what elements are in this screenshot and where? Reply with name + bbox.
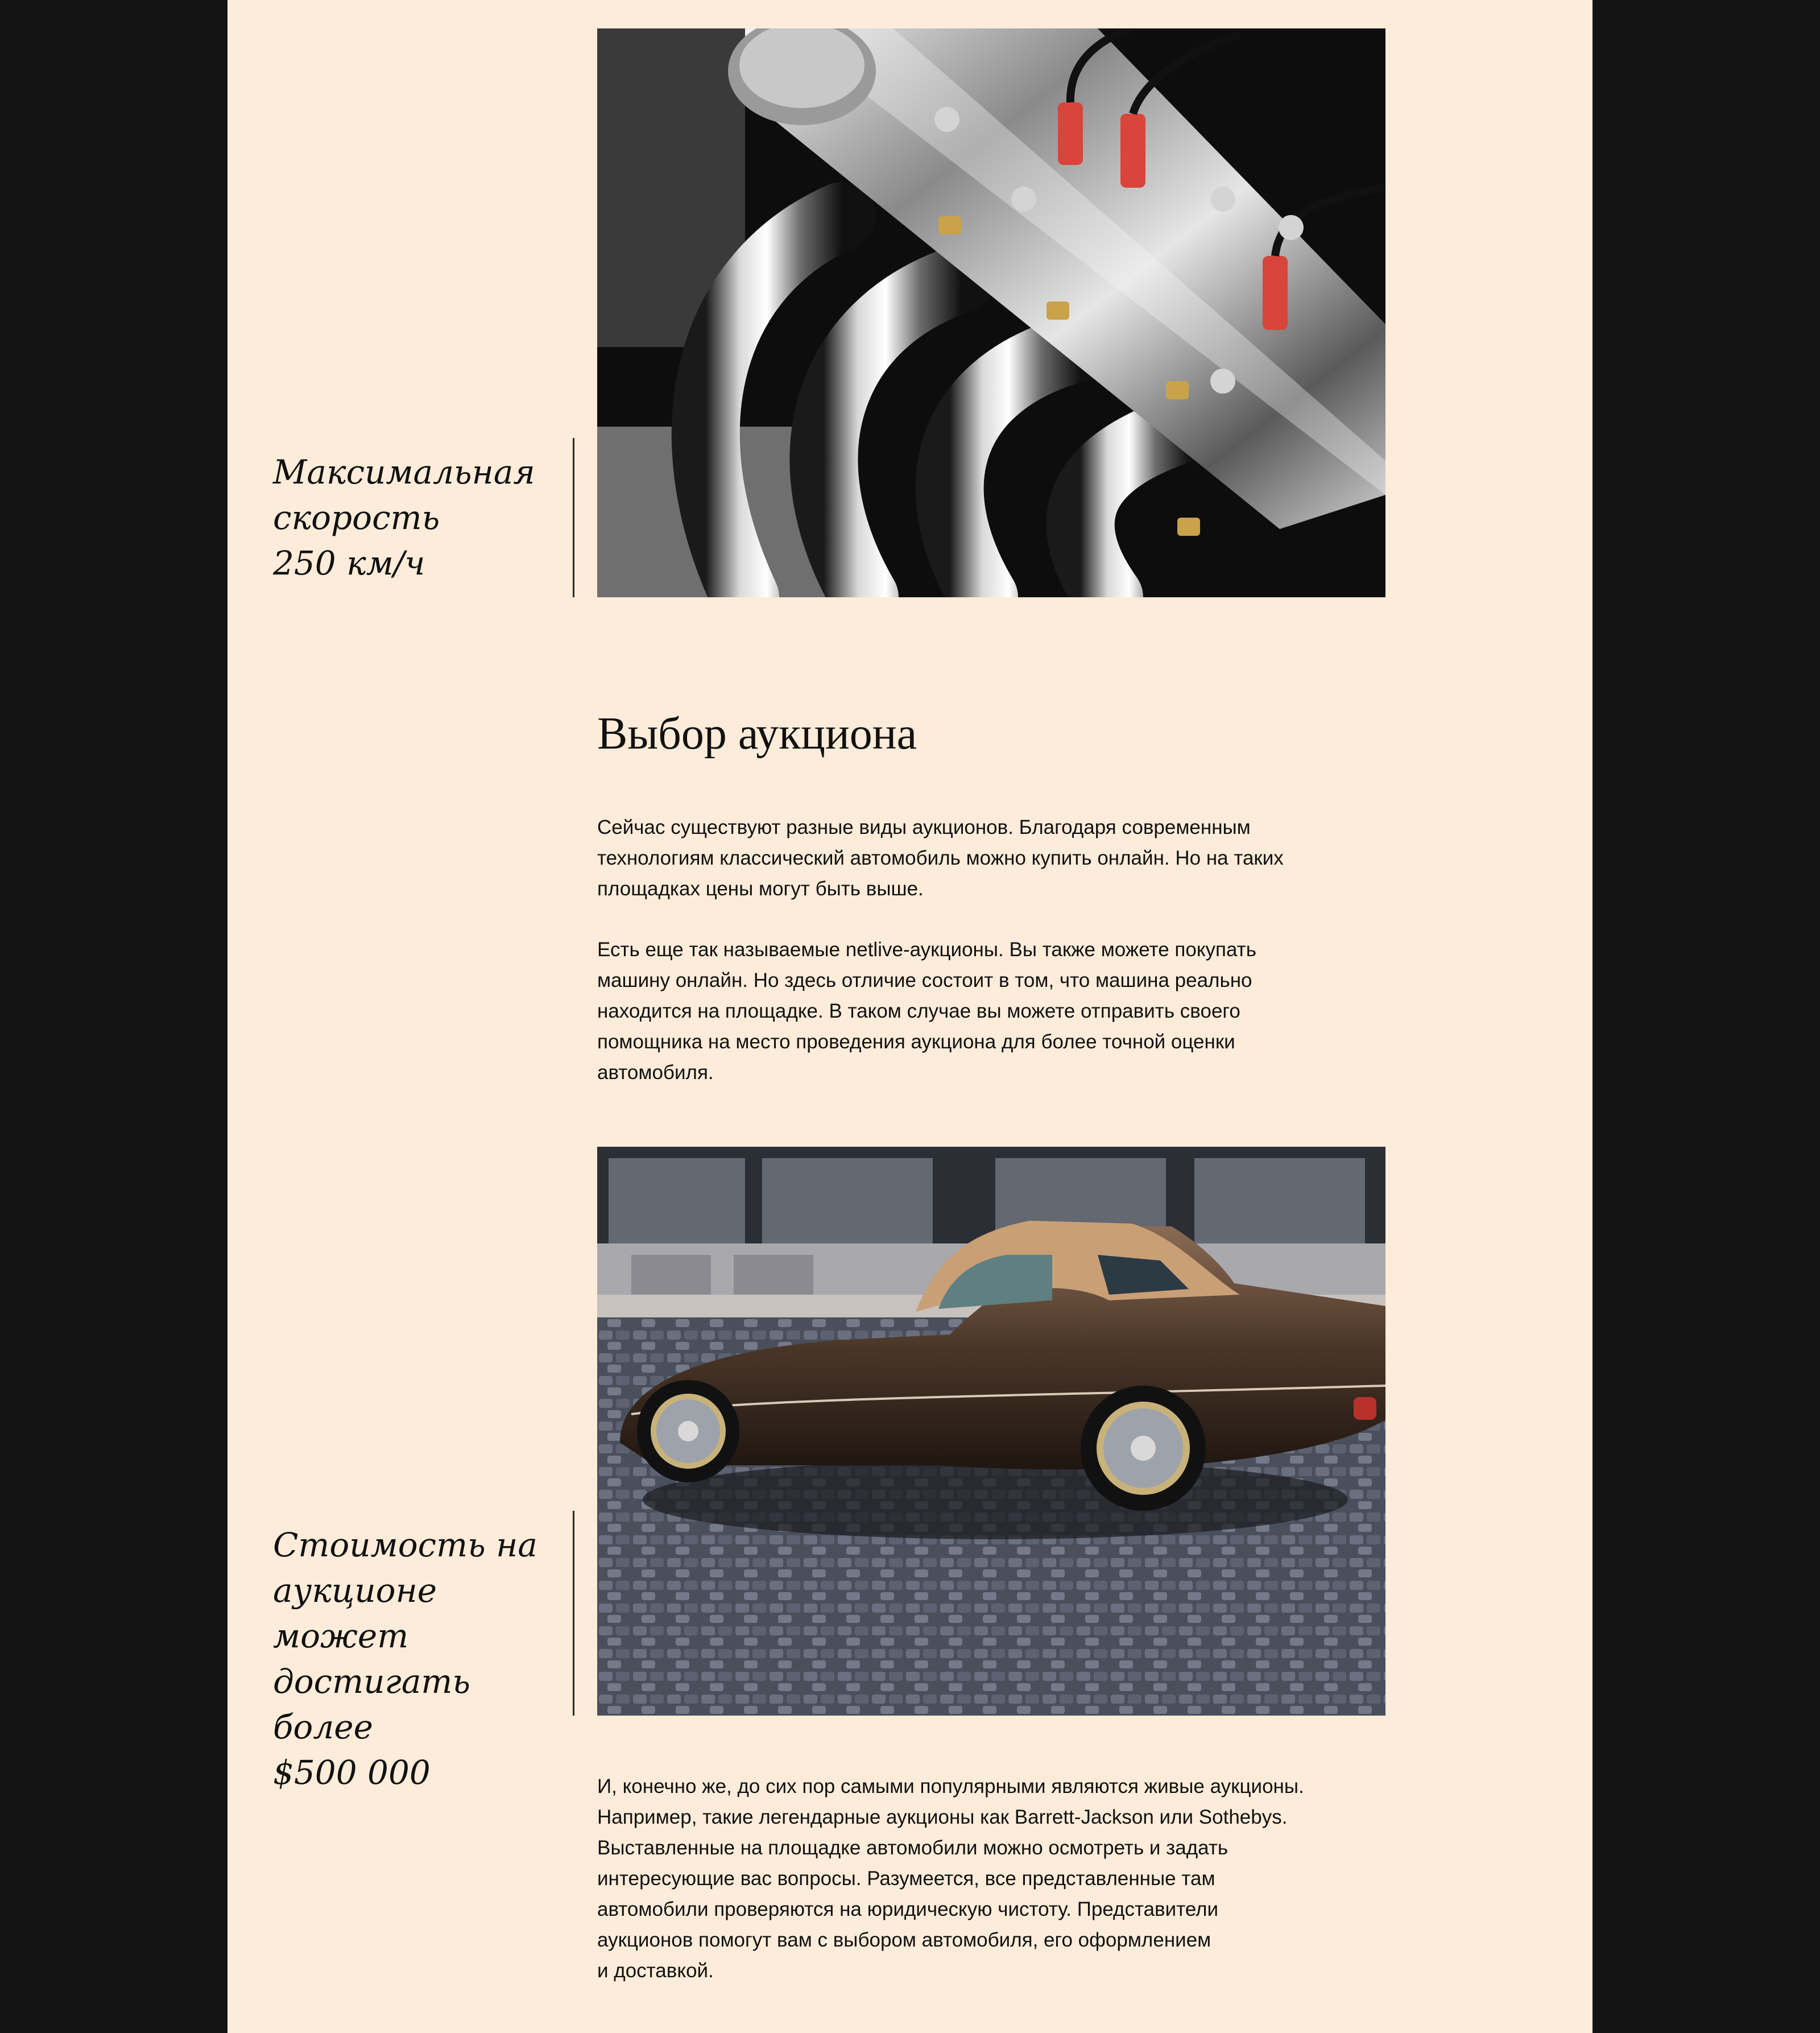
paragraph-online-auctions: Сейчас существуют разные виды аукционов. Благодаря современным технологиям классический автомобиль можно купить онлайн. Но на таких площадках цены могут быть выше. xyxy=(597,816,1284,900)
article-page xyxy=(228,0,1592,2033)
paragraph-netlive-auctions: Есть еще так называемые netlive-аукционы. Вы также можете покупать машину онлайн. Но здесь отличие состоит в том, что машина реально находится на площадке. В таком случае вы можете отправить своего помощника на место проведения аукциона для более точной оценки автомобиля. xyxy=(597,939,1256,1084)
auction-price-caption: Стоимость на аукционе может достигать более $500 000 xyxy=(273,1526,537,1792)
caption-divider xyxy=(573,438,574,597)
car-photo xyxy=(597,1147,1385,1716)
max-speed-caption: Максимальная скорость 250 км/ч xyxy=(273,453,535,582)
section-heading: Выбор аукциона xyxy=(597,709,917,759)
caption-divider xyxy=(573,1511,574,1716)
engine-photo xyxy=(597,28,1385,597)
paragraph-live-auctions: И, конечно же, до сих пор самыми популярными являются живые аукционы. Например, такие легендарные аукционы как Barrett-Jackson или Sothebys. Выставленные на площадке автомобили можно осмотреть и задать интересующие вас вопросы. Разумеется, все представленные там автомобили проверяются на юридическую чистоту. Представители аукционов помогут вам с выбором автомобиля, его оформлением и доставкой. xyxy=(597,1775,1304,1982)
